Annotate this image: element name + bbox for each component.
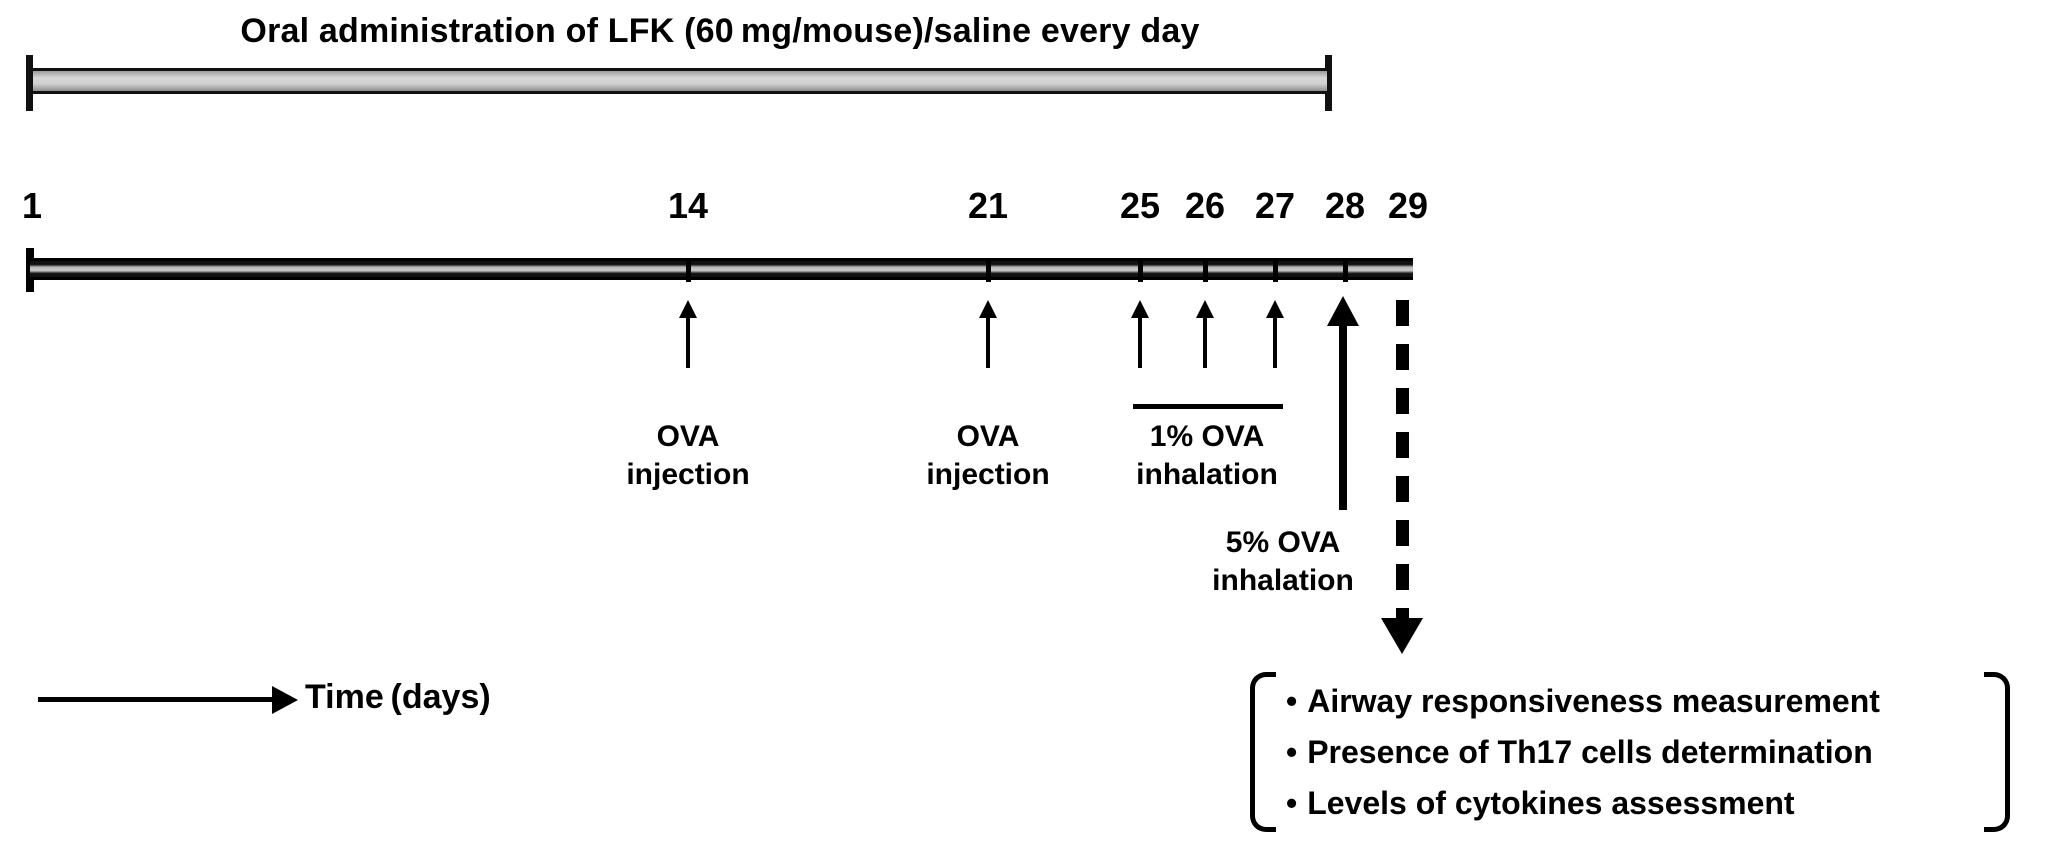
dashed-connector xyxy=(1396,300,1409,620)
day-label-28: 28 xyxy=(1324,185,1366,226)
inhalation-group-underline xyxy=(1133,404,1283,409)
result-text: Presence of Th17 cells determination xyxy=(1307,734,1873,771)
time-axis-label: Time (days) xyxy=(305,678,491,716)
timeline-tick-26 xyxy=(1203,258,1208,282)
results-group xyxy=(1250,672,2010,832)
bracket-left xyxy=(1250,672,1276,832)
list-item xyxy=(1286,727,1974,778)
time-axis-arrowhead-icon xyxy=(272,686,298,714)
list-item xyxy=(1286,676,1974,727)
annotation-line: OVA xyxy=(956,420,1020,453)
results-list xyxy=(1286,676,1974,830)
day-label-14: 14 xyxy=(667,185,709,226)
time-axis-arrow xyxy=(38,697,278,702)
annotation-line: inhalation xyxy=(1212,564,1354,598)
day-label-29: 29 xyxy=(1387,185,1429,226)
timeline-tick-28 xyxy=(1343,258,1348,282)
day-label-26: 26 xyxy=(1184,185,1226,226)
day-label-1: 1 xyxy=(21,185,43,226)
dashed-connector-arrowhead xyxy=(1381,618,1423,654)
timeline-tick-21 xyxy=(986,258,991,282)
day-label-27: 27 xyxy=(1254,185,1296,226)
day-label-25: 25 xyxy=(1119,185,1161,226)
bracket-right xyxy=(1984,672,2010,832)
annotation-line: 1% OVA xyxy=(1149,420,1265,453)
annotation-line: inhalation xyxy=(1136,458,1278,492)
annotation-line: OVA xyxy=(656,420,720,453)
result-text: Levels of cytokines assessment xyxy=(1307,785,1795,822)
bullet-icon: • xyxy=(1286,683,1298,719)
timeline-tick-27 xyxy=(1273,258,1278,282)
annotation-ova-injection-day14 xyxy=(626,418,749,495)
treatment-bar xyxy=(30,68,1330,94)
annotation-ova-injection-day21 xyxy=(926,418,1049,495)
annotation-line: 5% OVA xyxy=(1225,526,1341,559)
annotation-ova-inhalation-1pct xyxy=(1136,418,1278,495)
timeline-tick-14 xyxy=(686,258,691,282)
bullet-icon: • xyxy=(1286,734,1298,771)
day-label-21: 21 xyxy=(967,185,1009,226)
result-text: Airway responsiveness measurement xyxy=(1307,683,1880,719)
annotation-line: injection xyxy=(626,458,750,492)
bullet-icon: • xyxy=(1286,785,1298,822)
annotation-ova-inhalation-5pct xyxy=(1212,524,1354,601)
treatment-label: Oral administration of LFK (60 mg/mouse)/saline every day xyxy=(240,12,1200,50)
annotation-line: injection xyxy=(926,458,1050,492)
timeline-tick-25 xyxy=(1138,258,1143,282)
list-item xyxy=(1286,778,1974,829)
